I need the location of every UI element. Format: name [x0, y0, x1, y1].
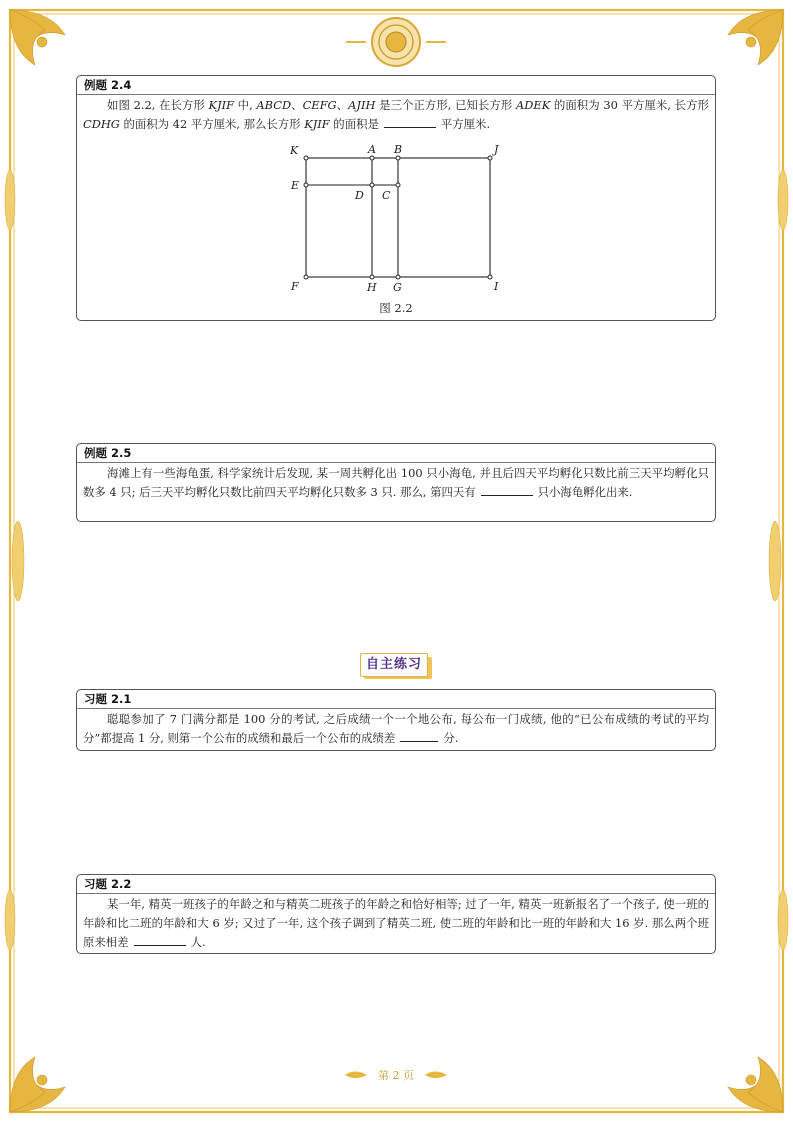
exercise-box-2-1 [76, 689, 716, 751]
label-c: C [382, 189, 391, 202]
label-a: A [368, 143, 376, 156]
answer-blank[interactable] [134, 933, 186, 946]
label-h: H [367, 281, 377, 294]
label-k: K [290, 144, 299, 157]
example-text: 海滩上有一些海龟蛋, 科学家统计后发现, 某一周共孵化出 100 只小海龟, 并且后四天平均孵化只数比前三天平均孵化只数多 4 只; 后三天平均孵化只数比前四天平均孵化只数多 3 只. 那么, 第四天有 只小海龟孵化出来. [83, 466, 709, 499]
exercise-text: 聪聪参加了 7 门满分都是 100 分的考试, 之后成绩一个一个地公布, 每公布一门成绩, 他的“已公布成绩的考试的平均分”都提高 1 分, 则第一个公布的成绩和最后一个公布的成绩差 分. [83, 712, 709, 745]
label-i: I [494, 280, 499, 293]
exercise-text: 某一年, 精英一班孩子的年龄之和与精英二班孩子的年龄之和恰好相等; 过了一年, 精英一班新报名了一个孩子, 使一班的年龄和比二班的年龄和大 6 岁; 又过了一年, 这个孩子调到了精英二班, 使二班的年龄和比一班的年龄和大 16 岁. 那么两个班原来相差 人. [83, 897, 709, 949]
page-number: 第 2 页 [378, 1069, 414, 1082]
label-g: G [393, 281, 402, 294]
section-banner [360, 653, 432, 679]
figure-caption: 图 2.2 [379, 301, 413, 315]
label-f: F [291, 280, 299, 293]
exercise-header: 习题 2.1 [77, 690, 715, 709]
label-b: B [394, 143, 403, 156]
label-d: D [355, 189, 364, 202]
exercise-header: 习题 2.2 [77, 875, 715, 894]
figure-2-2 [280, 140, 520, 300]
answer-blank[interactable] [481, 483, 533, 496]
seal-icon [346, 18, 446, 66]
answer-blank[interactable] [384, 115, 436, 128]
answer-blank[interactable] [400, 729, 438, 742]
label-e: E [291, 179, 300, 192]
label-j: J [494, 143, 499, 156]
exercise-box-2-2 [76, 874, 716, 954]
example-box-2-5 [76, 443, 716, 522]
example-text: 如图 2.2, 在长方形 KJIF 中, ABCD、CEFG、AJIH 是三个正方形, 已知长方形 ADEK 的面积为 30 平方厘米, 长方形 CDHG 的面积为 42 平方厘米, 那么长方形 KJIF 的面积是 平方厘米. [83, 98, 709, 131]
example-header: 例题 2.4 [77, 76, 715, 95]
example-header: 例题 2.5 [77, 444, 715, 463]
section-title: 自主练习 [360, 653, 428, 677]
